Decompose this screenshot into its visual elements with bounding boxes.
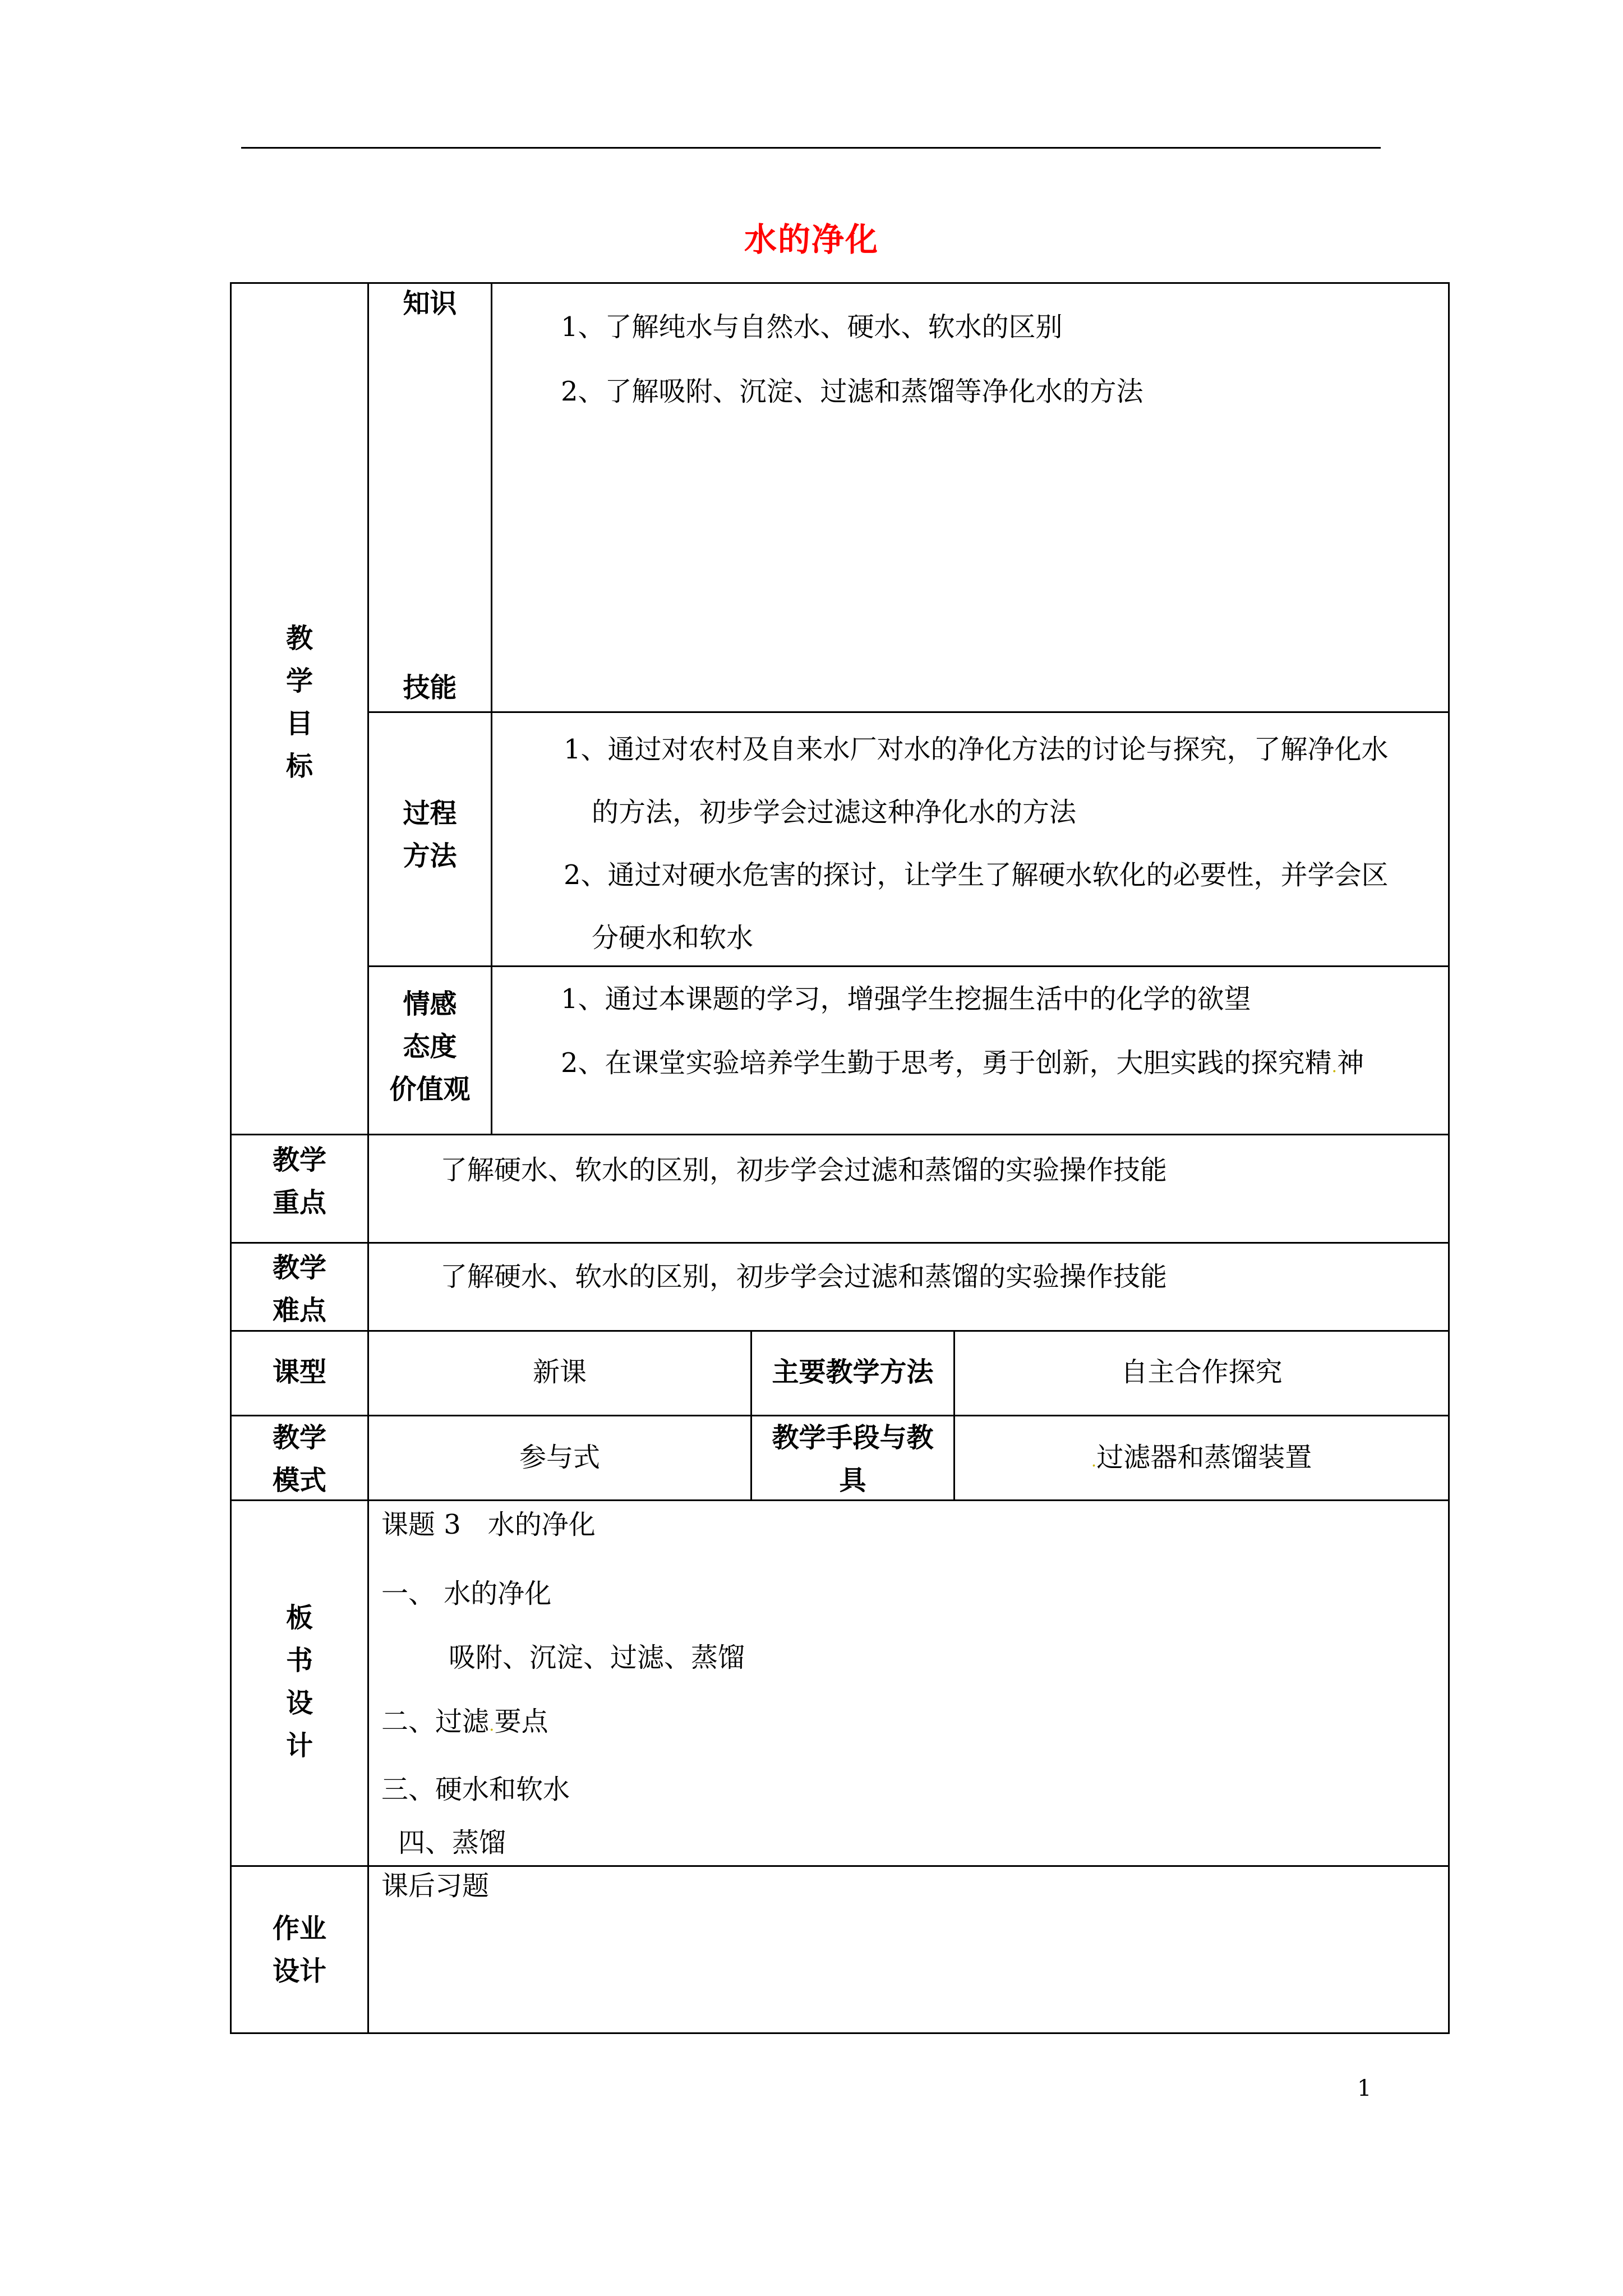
teaching-mode-label xyxy=(232,1416,367,1502)
board-design-label xyxy=(232,1596,367,1767)
col-divider-1 xyxy=(367,282,369,2034)
row-line-key xyxy=(230,1242,1450,1244)
process-content xyxy=(564,718,1444,969)
table-border-right xyxy=(1448,282,1450,2034)
board-line: 四、蒸馏 xyxy=(398,1827,506,1858)
knowledge-label-bottom: 技能 xyxy=(403,672,457,703)
list-item: 2、在课堂实验培养学生勤于思考，勇于创新，大胆实践的探究精.神 xyxy=(561,1047,1364,1079)
board-label-char: 板 xyxy=(285,1602,313,1634)
lesson-type-value: 新课 xyxy=(532,1356,587,1388)
emotion-label xyxy=(369,983,491,1111)
knowledge-content xyxy=(561,295,1436,424)
document-title: 水的净化 xyxy=(744,220,879,259)
homework-label-line: 作业 xyxy=(272,1913,326,1944)
key-points-label-line: 教学 xyxy=(272,1144,326,1176)
homework-text: 课后习题 xyxy=(381,1870,490,1902)
teaching-mode-label-line: 模式 xyxy=(272,1465,326,1496)
emotion-label-line: 情感 xyxy=(403,988,457,1020)
board-label-char: 设 xyxy=(285,1687,313,1719)
col-divider-goals xyxy=(491,282,492,1135)
teaching-tools-value: .过滤器和蒸馏装置 xyxy=(1091,1442,1312,1473)
teaching-tools-label-line: 具 xyxy=(839,1465,866,1496)
row-line-goals xyxy=(230,1134,1450,1135)
goals-label-char: 目 xyxy=(285,708,313,739)
yellow-mark-icon: . xyxy=(1331,1057,1338,1076)
goals-label xyxy=(232,617,367,788)
teaching-method-label: 主要教学方法 xyxy=(772,1356,934,1388)
teaching-method-value: 自主合作探究 xyxy=(1121,1356,1283,1388)
list-item: 1、通过对农村及自来水厂对水的净化方法的讨论与探究，了解净化水 xyxy=(564,734,1389,765)
board-line: 一、 水的净化 xyxy=(381,1578,552,1609)
teaching-mode-label-line: 教学 xyxy=(272,1422,326,1453)
lesson-type-label: 课型 xyxy=(272,1356,326,1388)
row-line-bottom xyxy=(230,2032,1450,2034)
yellow-mark-icon: . xyxy=(489,1715,495,1735)
goals-label-char: 学 xyxy=(285,665,313,697)
emotion-label-line: 态度 xyxy=(403,1031,457,1062)
key-points-text: 了解硬水、软水的区别，初步学会过滤和蒸馏的实验操作技能 xyxy=(440,1154,1168,1186)
process-label-line: 过程 xyxy=(403,798,457,829)
key-points-label xyxy=(232,1139,367,1224)
list-item: 2、了解吸附、沉淀、过滤和蒸馏等净化水的方法 xyxy=(561,376,1144,407)
homework-label-line: 设计 xyxy=(272,1955,326,1987)
board-line: 二、过滤.要点 xyxy=(381,1706,548,1737)
list-item: 1、通过本课题的学习，增强学生挖掘生活中的化学的欲望 xyxy=(561,983,1251,1015)
list-item: 1、了解纯水与自然水、硬水、软水的区别 xyxy=(561,311,1063,343)
goals-label-char: 标 xyxy=(285,751,313,782)
teaching-tools-label xyxy=(752,1416,953,1502)
difficulties-label xyxy=(232,1246,367,1332)
board-line: 吸附、沉淀、过滤、蒸馏 xyxy=(449,1642,745,1673)
emotion-label-line: 价值观 xyxy=(389,1074,471,1105)
difficulties-text: 了解硬水、软水的区别，初步学会过滤和蒸馏的实验操作技能 xyxy=(440,1261,1168,1292)
page-number: 1 xyxy=(1357,2076,1372,2101)
list-item: 2、通过对硬水危害的探讨，让学生了解硬水软化的必要性，并学会区 xyxy=(564,859,1389,891)
emotion-content xyxy=(561,967,1444,1099)
knowledge-label-top: 知识 xyxy=(403,288,457,319)
board-line: 课题 3 水的净化 xyxy=(381,1509,596,1540)
difficulties-label-line: 难点 xyxy=(272,1295,326,1326)
process-label-line: 方法 xyxy=(403,840,457,872)
row-line-knowledge xyxy=(367,711,1450,713)
teaching-tools-label-line: 教学手段与教 xyxy=(772,1422,934,1453)
yellow-mark-icon: . xyxy=(1091,1451,1097,1471)
board-design-content xyxy=(381,1503,1436,1864)
homework-label xyxy=(232,1907,367,1993)
list-item-continuation: 分硬水和软水 xyxy=(592,922,754,954)
list-item-continuation: 的方法，初步学会过滤这种净化水的方法 xyxy=(592,797,1077,828)
process-label xyxy=(369,792,491,877)
goals-label-char: 教 xyxy=(285,623,313,654)
teaching-mode-value: 参与式 xyxy=(519,1442,600,1473)
board-line: 三、硬水和软水 xyxy=(381,1774,570,1805)
row-line-difficult xyxy=(230,1330,1450,1332)
board-label-char: 计 xyxy=(285,1730,313,1761)
key-points-label-line: 重点 xyxy=(272,1187,326,1218)
board-label-char: 书 xyxy=(285,1645,313,1676)
difficulties-label-line: 教学 xyxy=(272,1252,326,1283)
